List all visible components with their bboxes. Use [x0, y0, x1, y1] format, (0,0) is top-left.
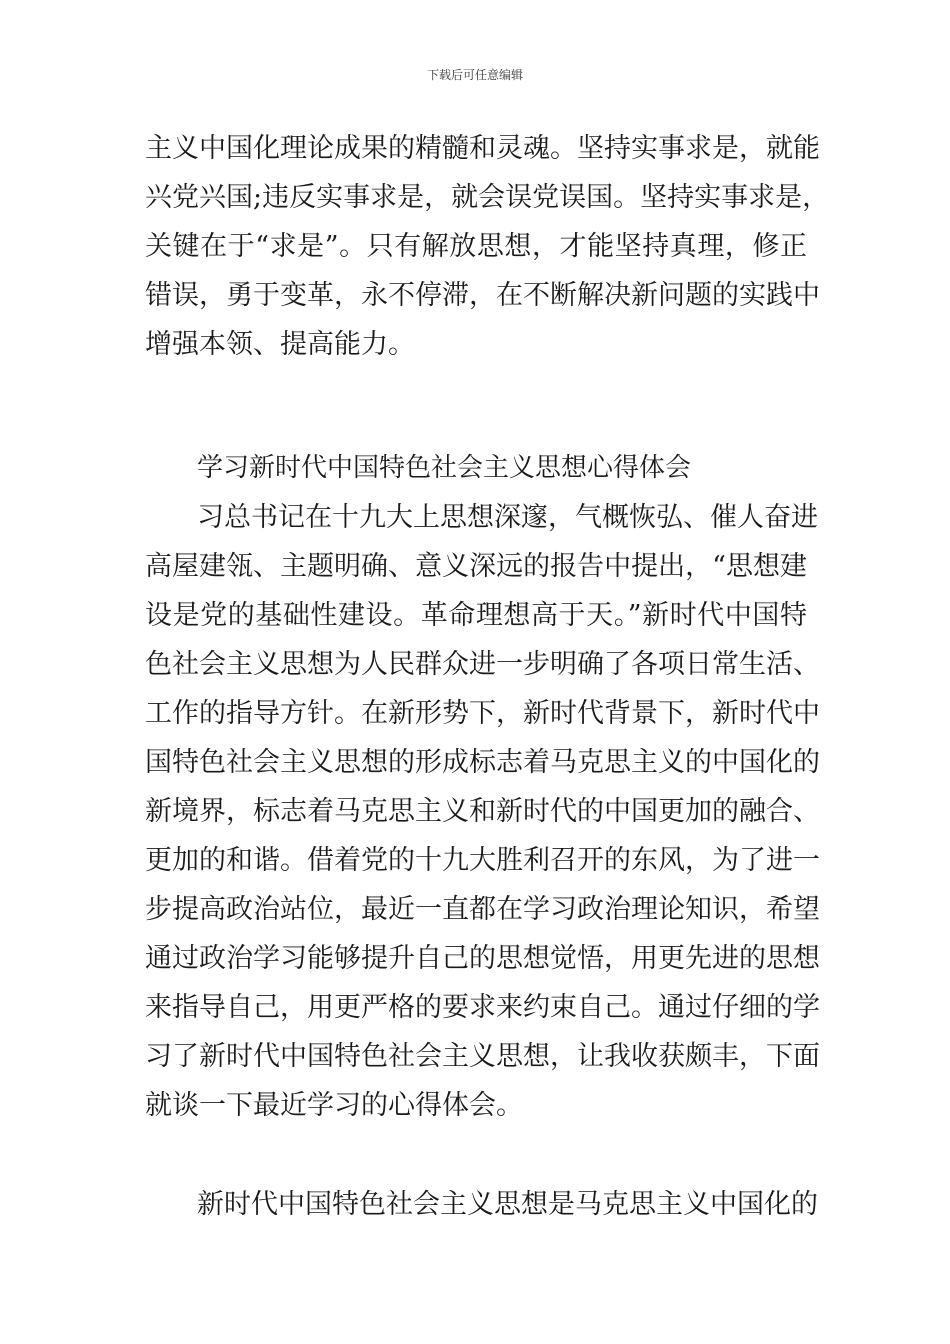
text-line: 设是党的基础性建设。革命理想高于天。”新时代中国特 [145, 600, 807, 631]
text-line: 步提高政治站位，最近一直都在学习政治理论知识，希望 [145, 894, 820, 925]
text-line: 主义中国化理论成果的精髓和灵魂。坚持实事求是，就能 [145, 133, 820, 164]
text-line: 来指导自己，用更严格的要求来约束自己。通过仔细的学 [145, 992, 820, 1023]
text-line: 色社会主义思想为人民群众进一步明确了各项日常生活、 [145, 649, 820, 680]
text-line: 工作的指导方针。在新形势下，新时代背景下，新时代中 [145, 698, 820, 729]
text-line: 关键在于“求是”。只有解放思想，才能坚持真理，修正 [145, 231, 807, 262]
text-line: 新时代中国特色社会主义思想是马克思主义中国化的 [197, 1189, 818, 1220]
text-line: 就谈一下最近学习的心得体会。 [145, 1090, 523, 1121]
paragraph-3 [145, 1180, 818, 1229]
text-line: 习了新时代中国特色社会主义思想，让我收获颇丰，下面 [145, 1041, 820, 1072]
text-line: 国特色社会主义思想的形成标志着马克思主义的中国化的 [145, 747, 820, 778]
text-line: 高屋建瓴、主题明确、意义深远的报告中提出，“思想建 [145, 551, 807, 582]
text-line: 更加的和谐。借着党的十九大胜利召开的东风，为了进一 [145, 845, 820, 876]
text-line: 兴党兴国;违反实事求是，就会误党误国。坚持实事求是， [145, 182, 830, 213]
paragraph-2 [145, 493, 820, 1130]
paragraph-spacer [145, 1130, 807, 1180]
paragraph-1 [145, 124, 830, 369]
section-title: 学习新时代中国特色社会主义思想心得体会 [197, 453, 692, 483]
text-line: 习总书记在十九大上思想深邃，气概恢弘、催人奋进 [197, 502, 818, 533]
text-line: 错误，勇于变革，永不停滞，在不断解决新问题的实践中 [145, 280, 820, 311]
text-line: 通过政治学习能够提升自己的思想觉悟，用更先进的思想 [145, 943, 820, 974]
document-body [145, 124, 830, 1229]
text-line: 增强本领、提高能力。 [145, 329, 415, 360]
paragraph-spacer [145, 369, 807, 444]
page-header: 下载后可任意编辑 [426, 68, 523, 82]
text-line: 新境界，标志着马克思主义和新时代的中国更加的融合、 [145, 796, 820, 827]
